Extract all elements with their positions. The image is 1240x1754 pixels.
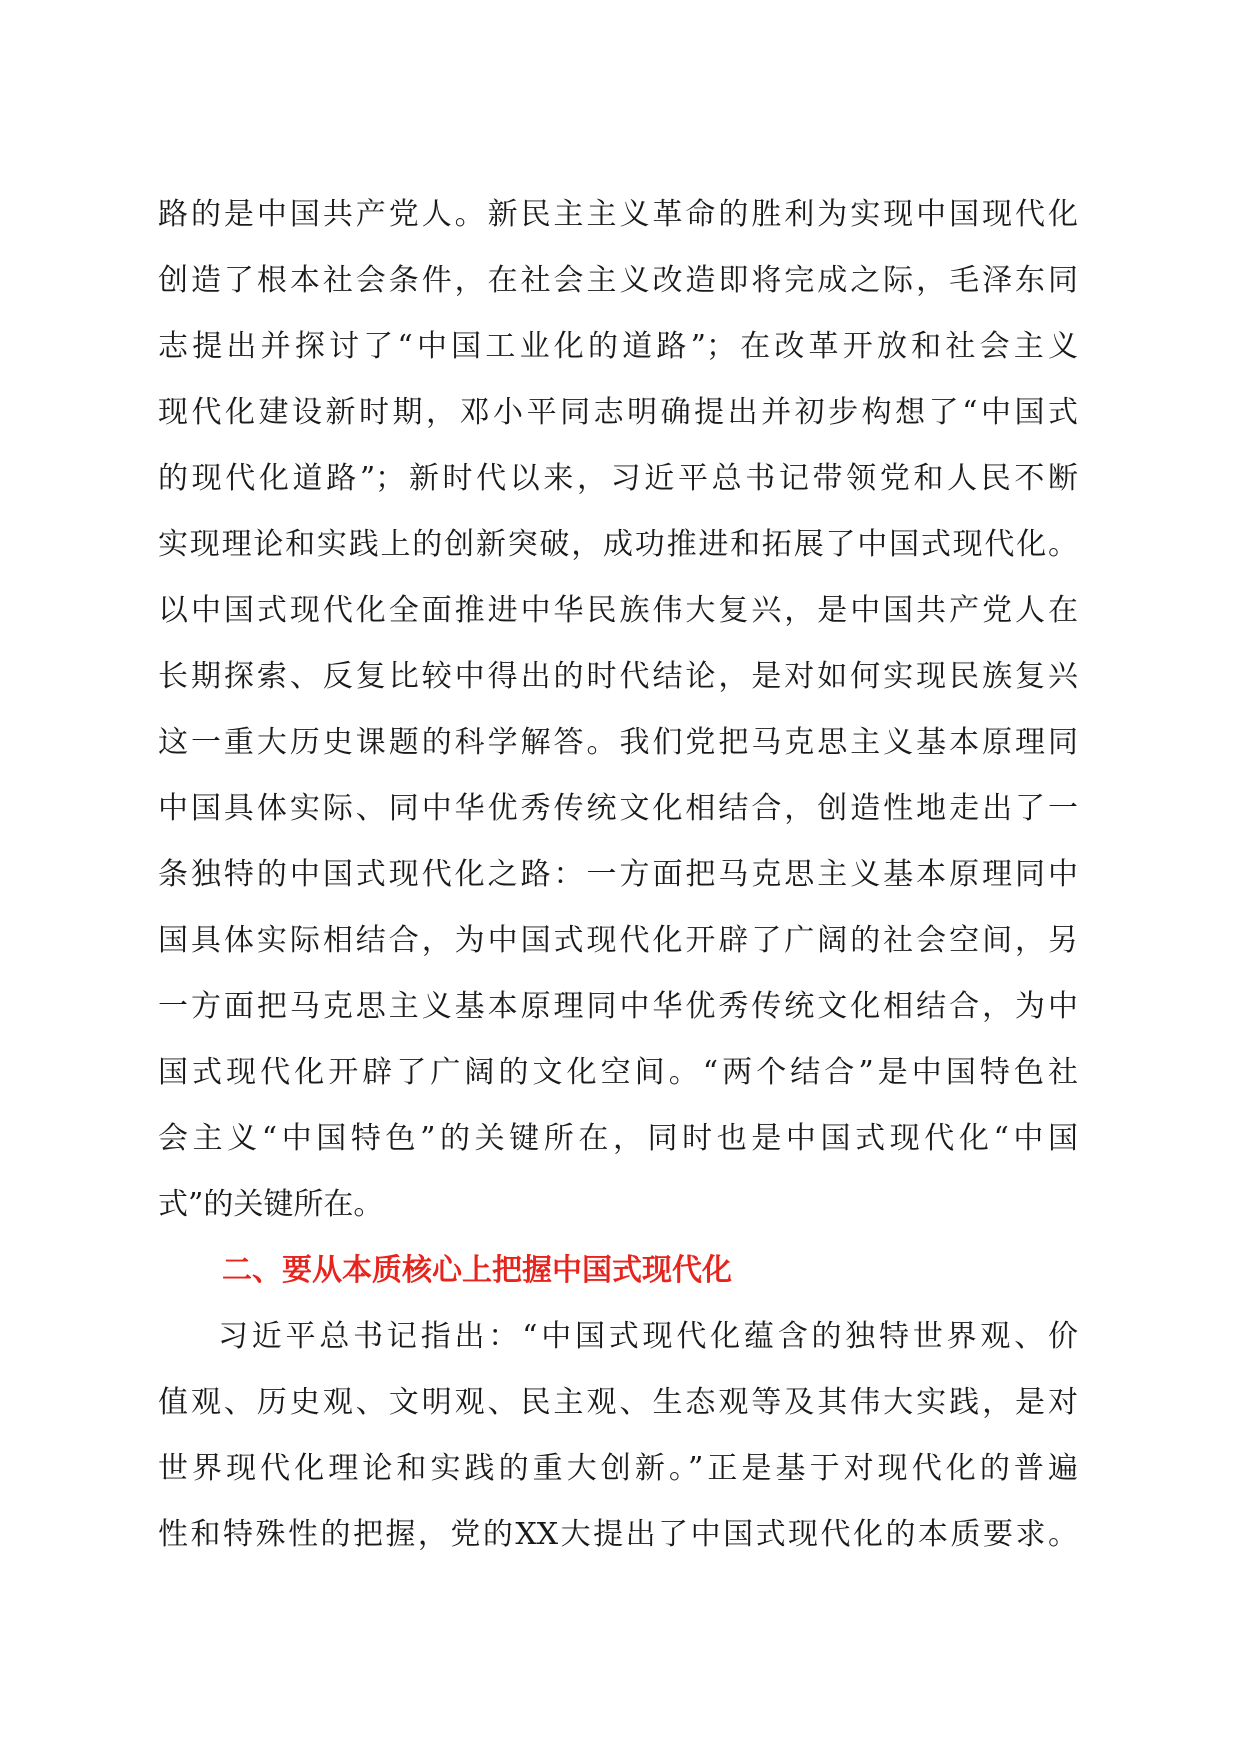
body-line: 世界现代化理论和实践的重大创新。”正是基于对现代化的普遍	[158, 1451, 1078, 1486]
body-line: 志提出并探讨了“中国工业化的道路”；在改革开放和社会主义	[158, 329, 1078, 364]
body-line: 路的是中国共产党人。新民主主义革命的胜利为实现中国现代化	[158, 197, 1078, 232]
body-line: 中国具体实际、同中华优秀传统文化相结合，创造性地走出了一	[158, 791, 1078, 826]
body-line: 的现代化道路”；新时代以来，习近平总书记带领党和人民不断	[158, 461, 1078, 496]
body-line: 一方面把马克思主义基本原理同中华优秀传统文化相结合，为中	[158, 989, 1078, 1024]
body-line: 会主义“中国特色”的关键所在，同时也是中国式现代化“中国	[158, 1121, 1078, 1156]
body-line: 习近平总书记指出：“中国式现代化蕴含的独特世界观、价	[218, 1319, 1078, 1354]
body-line: 国具体实际相结合，为中国式现代化开辟了广阔的社会空间，另	[158, 923, 1078, 958]
body-line: 国式现代化开辟了广阔的文化空间。“两个结合”是中国特色社	[158, 1055, 1078, 1090]
body-line: 长期探索、反复比较中得出的时代结论，是对如何实现民族复兴	[158, 659, 1078, 694]
body-line: 创造了根本社会条件，在社会主义改造即将完成之际，毛泽东同	[158, 263, 1078, 298]
body-line: 以中国式现代化全面推进中华民族伟大复兴，是中国共产党人在	[158, 593, 1078, 628]
body-line: 条独特的中国式现代化之路：一方面把马克思主义基本原理同中	[158, 857, 1078, 892]
body-line: 实现理论和实践上的创新突破，成功推进和拓展了中国式现代化。	[158, 527, 1078, 562]
section-heading: 二、要从本质核心上把握中国式现代化	[222, 1253, 732, 1288]
body-line: 值观、历史观、文明观、民主观、生态观等及其伟大实践，是对	[158, 1385, 1078, 1420]
body-line: 式”的关键所在。	[158, 1187, 384, 1222]
body-line: 现代化建设新时期，邓小平同志明确提出并初步构想了“中国式	[158, 395, 1078, 430]
body-line: 性和特殊性的把握，党的XX大提出了中国式现代化的本质要求。	[158, 1517, 1078, 1552]
body-line: 这一重大历史课题的科学解答。我们党把马克思主义基本原理同	[158, 725, 1078, 760]
